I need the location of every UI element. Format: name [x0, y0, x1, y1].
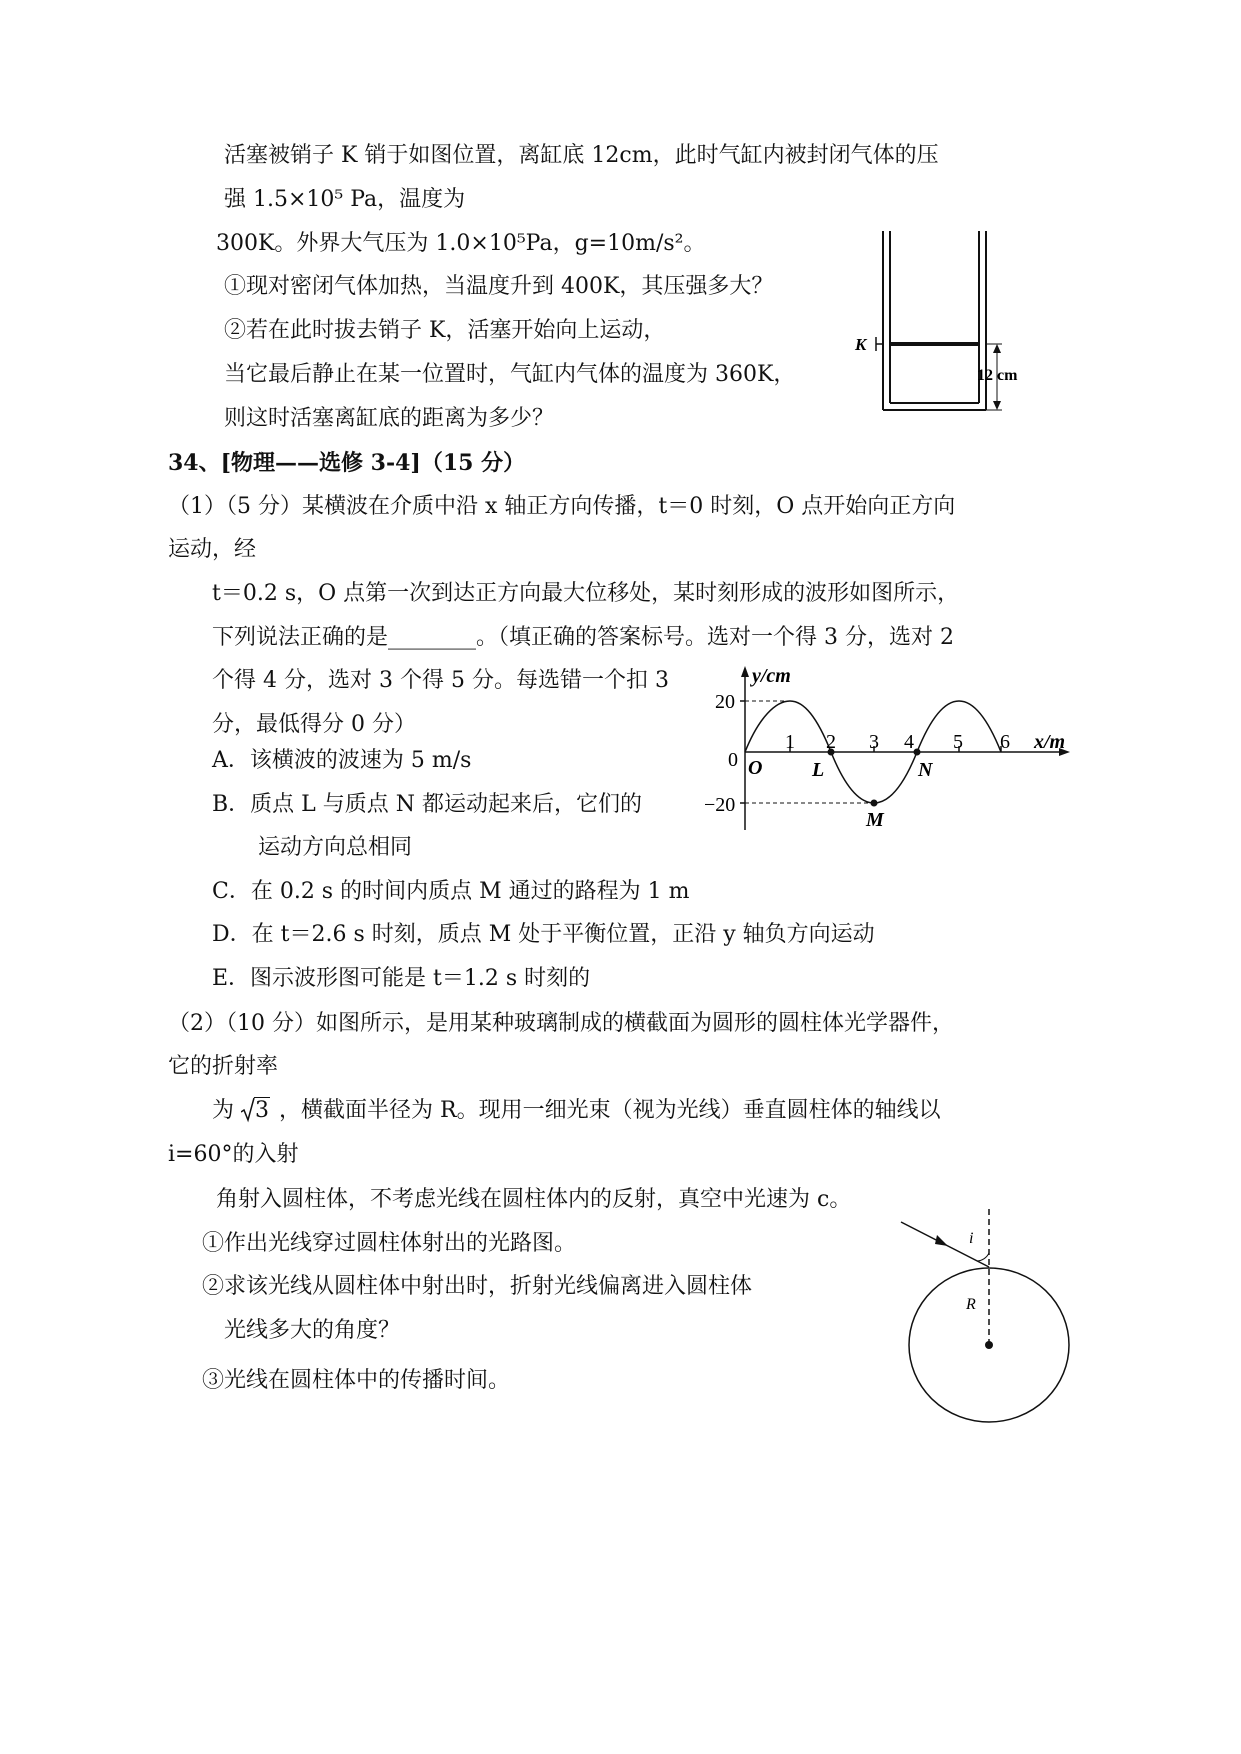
- x-tick-3: 3: [869, 731, 879, 753]
- x-tick-1: 1: [785, 731, 795, 753]
- q34-part2-subquestion-1: ①作出光线穿过圆柱体射出的光路图。: [202, 1231, 577, 1256]
- q34-part1-line-4: 下列说法正确的是________。（填正确的答案标号。选对一个得 3 分，选对 2: [212, 625, 954, 650]
- label-l: L: [812, 759, 825, 781]
- label-n: N: [918, 759, 933, 781]
- q34-part2-line-3-prefix: 为: [212, 1098, 235, 1123]
- x-tick-6: 6: [1000, 731, 1010, 753]
- q34-part2-line-3-suffix: ，横截面半径为 R。现用一细光束（视为光线）垂直圆柱体的轴线以: [279, 1098, 941, 1123]
- point-n: [914, 749, 921, 756]
- x-axis-label: x/m: [1034, 731, 1066, 753]
- y-axis-label: y/cm: [752, 665, 791, 687]
- q34-heading: 34、[物理——选修 3-4]（15 分）: [168, 450, 526, 476]
- wave-graph: [700, 660, 1080, 838]
- q34-part1-line-1: （1）（5 分）某横波在介质中沿 x 轴正方向传播，t＝0 时刻，O 点开始向正方向: [168, 494, 956, 519]
- q33-subquestion-2b: 当它最后静止在某一位置时，气缸内气体的温度为 360K，: [224, 362, 796, 387]
- circle-center: [985, 1341, 993, 1349]
- y-axis-arrow: [741, 666, 749, 677]
- y-tick-20: 20: [715, 691, 735, 713]
- q33-subquestion-2c: 则这时活塞离缸底的距离为多少？: [224, 406, 555, 431]
- radical-sign: [241, 1097, 255, 1123]
- q33-line-1: 活塞被销子 K 销于如图位置，离缸底 12cm，此时气缸内被封闭气体的压: [224, 143, 939, 168]
- x-tick-4: 4: [904, 731, 914, 753]
- option-e: E．图示波形图可能是 t＝1.2 s 时刻的: [212, 966, 591, 991]
- q34-part2-line-2: 它的折射率: [168, 1054, 279, 1079]
- q33-subquestion-1: ①现对密闭气体加热，当温度升到 400K，其压强多大？: [224, 274, 774, 299]
- x-tick-2: 2: [826, 731, 836, 753]
- sqrt-expression: [241, 1096, 270, 1126]
- label-m: M: [866, 809, 884, 831]
- option-a: A．该横波的波速为 5 m/s: [212, 748, 472, 773]
- q34-part1-line-5: 个得 4 分，选对 3 个得 5 分。每选错一个扣 3: [212, 668, 669, 693]
- label-o: O: [748, 757, 763, 779]
- q34-part2-subquestion-3: ③光线在圆柱体中的传播时间。: [202, 1368, 511, 1393]
- q34-part1-line-3: t＝0.2 s，O 点第一次到达正方向最大位移处，某时刻形成的波形如图所示，: [212, 581, 960, 606]
- glass-cylinder-figure: [890, 1205, 1090, 1430]
- angle-i-label: i: [969, 1230, 974, 1247]
- q34-part2-line-3: [212, 1096, 941, 1126]
- x-tick-5: 5: [953, 731, 963, 753]
- dimension-label: 12 cm: [977, 367, 1018, 384]
- q34-part2-line-5: 角射入圆柱体，不考虑光线在圆柱体内的反射，真空中光速为 c。: [216, 1187, 852, 1212]
- k-label: K: [855, 335, 867, 354]
- incident-ray-arrow: [935, 1235, 948, 1246]
- q33-line-2: 强 1.5×10⁵ Pa，温度为: [224, 187, 466, 212]
- option-c: C．在 0.2 s 的时间内质点 M 通过的路程为 1 m: [212, 879, 690, 904]
- q34-part2-line-1: （2）（10 分）如图所示，是用某种玻璃制成的横截面为圆形的圆柱体光学器件，: [168, 1011, 954, 1036]
- incidence-angle-arc: [977, 1253, 989, 1261]
- y-tick-neg20: −20: [704, 794, 736, 816]
- point-m: [871, 800, 878, 807]
- q34-part1-line-2: 运动，经: [168, 537, 257, 562]
- q33-line-3: 300K。外界大气压为 1.0×10⁵Pa，g=10m/s²。: [216, 231, 706, 256]
- option-b: B．质点 L 与质点 N 都运动起来后，它们的: [212, 792, 643, 817]
- y-tick-0: 0: [728, 749, 738, 771]
- q34-part2-subquestion-2a: ②求该光线从圆柱体中射出时，折射光线偏离进入圆柱体: [202, 1274, 753, 1299]
- q34-part1-line-6: 分，最低得分 0 分）: [212, 712, 416, 737]
- option-d: D．在 t＝2.6 s 时刻，质点 M 处于平衡位置，正沿 y 轴负方向运动: [212, 922, 875, 947]
- radius-r-label: R: [966, 1296, 976, 1313]
- q33-subquestion-2a: ②若在此时拔去销子 K，活塞开始向上运动，: [224, 318, 666, 343]
- q34-part2-subquestion-2b: 光线多大的角度？: [224, 1318, 401, 1343]
- option-b-continued: 运动方向总相同: [258, 835, 413, 860]
- sqrt-radicand: 3: [255, 1098, 270, 1123]
- q34-part2-line-4: i=60°的入射: [168, 1142, 299, 1167]
- cylinder-figure: [850, 225, 1050, 420]
